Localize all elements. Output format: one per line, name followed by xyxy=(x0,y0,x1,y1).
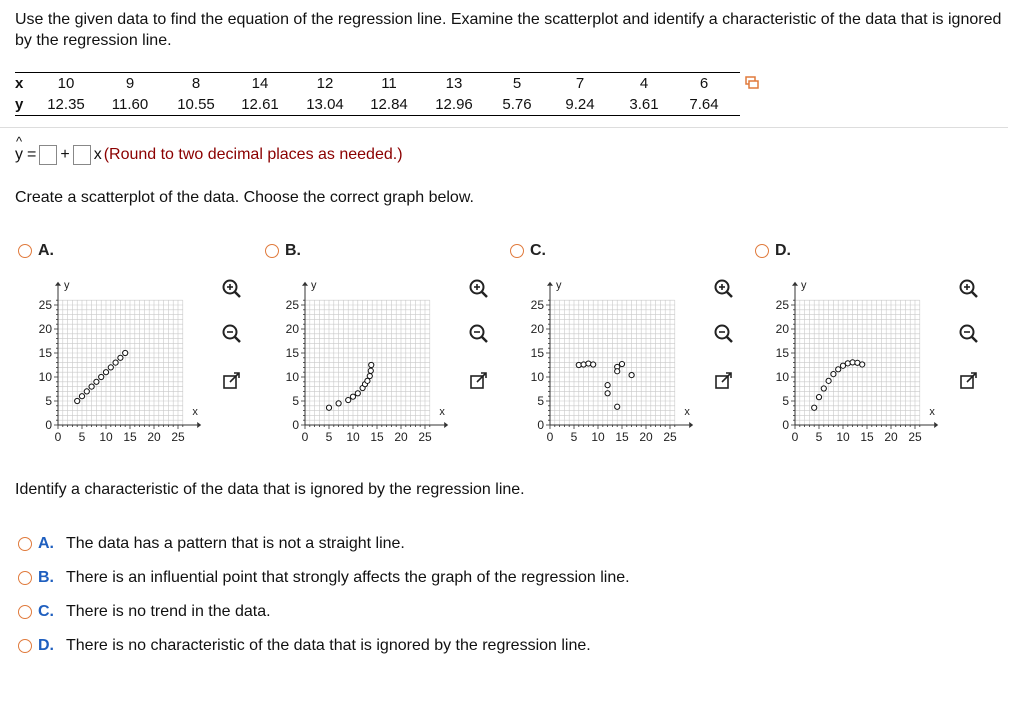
graph-instruction: Create a scatterplot of the data. Choose the correct graph below. xyxy=(15,189,474,206)
x-tick-label: 5 xyxy=(78,430,86,444)
x-cell: 9 xyxy=(125,75,135,92)
x-cell: 11 xyxy=(381,75,397,92)
x-cell: 6 xyxy=(699,75,709,92)
data-point xyxy=(836,367,841,372)
y-tick-label: 15 xyxy=(38,346,52,360)
popout-icon[interactable] xyxy=(713,371,735,393)
y-cell: 13.04 xyxy=(306,96,344,113)
x-cell: 8 xyxy=(191,75,201,92)
scatterplot-2 xyxy=(275,270,465,450)
data-point xyxy=(103,370,108,375)
x-tick-label: 15 xyxy=(123,430,137,444)
y-tick-label: 20 xyxy=(285,322,299,336)
y-tick-label: 15 xyxy=(775,346,789,360)
data-point xyxy=(123,350,128,355)
x-tick-label: 20 xyxy=(394,430,408,444)
x-tick-label: 10 xyxy=(591,430,605,444)
x-tick-label: 5 xyxy=(570,430,578,444)
y-axis-label: y xyxy=(556,279,562,292)
data-point xyxy=(84,389,89,394)
question2-prompt: Identify a characteristic of the data that is ignored by the regression line. xyxy=(15,481,525,498)
y-cell: 11.60 xyxy=(111,96,149,113)
x-axis-label: x xyxy=(929,406,935,418)
x-tick-label: 15 xyxy=(370,430,384,444)
y-cell: 12.61 xyxy=(241,96,279,113)
data-point xyxy=(615,369,620,374)
y-tick-label: 0 xyxy=(537,418,544,432)
x-tick-label: 15 xyxy=(615,430,629,444)
data-point xyxy=(79,394,84,399)
zoom-out-icon[interactable] xyxy=(713,323,735,345)
data-point xyxy=(619,361,624,366)
y-tick-label: 25 xyxy=(530,298,544,312)
y-tick-label: 20 xyxy=(775,322,789,336)
x-tick-label: 0 xyxy=(546,430,554,444)
x-tick-label: 10 xyxy=(346,430,360,444)
data-point xyxy=(367,373,372,378)
data-table xyxy=(15,72,740,116)
x-cell: 5 xyxy=(512,75,522,92)
rounding-note: (Round to two decimal places as needed.) xyxy=(103,146,403,163)
y-tick-label: 10 xyxy=(38,370,52,384)
data-point xyxy=(108,365,113,370)
y-tick-label: 15 xyxy=(530,346,544,360)
y-tick-label: 0 xyxy=(292,418,299,432)
data-point xyxy=(326,405,331,410)
data-point xyxy=(89,384,94,389)
data-point xyxy=(346,397,351,402)
question-prompt: Use the given data to find the equation of the regression line. Examine the scatterplot and identify a characteristic of the data that is ignored by the regression line. xyxy=(15,11,1002,49)
scatterplot-3 xyxy=(520,270,710,450)
answer-letter: C. xyxy=(38,603,54,620)
data-point xyxy=(591,362,596,367)
x-cell: 4 xyxy=(639,75,649,92)
answer-text: The data has a pattern that is not a straight line. xyxy=(66,535,405,552)
data-point xyxy=(118,355,123,360)
zoom-in-icon[interactable] xyxy=(958,278,980,300)
answer-letter: D. xyxy=(38,637,54,654)
data-point xyxy=(94,379,99,384)
graph-option-1[interactable] xyxy=(18,242,54,260)
x-cell: 7 xyxy=(575,75,585,92)
y-tick-label: 5 xyxy=(45,394,52,408)
data-point xyxy=(586,361,591,366)
answer-option-3[interactable] xyxy=(18,603,271,621)
data-point xyxy=(860,362,865,367)
y-tick-label: 25 xyxy=(775,298,789,312)
x-axis-label: x xyxy=(684,406,690,418)
popout-icon[interactable] xyxy=(468,371,490,393)
copy-data-icon[interactable] xyxy=(745,76,759,90)
x-tick-label: 10 xyxy=(836,430,850,444)
data-point xyxy=(605,383,610,388)
data-point xyxy=(821,386,826,391)
data-point xyxy=(355,391,360,396)
y-cell: 5.76 xyxy=(502,96,532,113)
data-point xyxy=(368,368,373,373)
option-letter: B. xyxy=(285,242,301,259)
y-tick-label: 5 xyxy=(782,394,789,408)
data-point xyxy=(605,391,610,396)
option-letter: C. xyxy=(530,242,546,259)
data-point xyxy=(581,362,586,367)
y-axis-label: y xyxy=(311,279,317,292)
y-tick-label: 5 xyxy=(537,394,544,408)
x-axis-label: x xyxy=(439,406,445,418)
graph-option-2[interactable] xyxy=(265,242,301,260)
data-point xyxy=(831,372,836,377)
data-point xyxy=(75,398,80,403)
scatterplot-4 xyxy=(765,270,955,450)
popout-icon[interactable] xyxy=(221,371,243,393)
x-tick-label: 5 xyxy=(325,430,333,444)
radio-button[interactable] xyxy=(755,244,769,258)
radio-button[interactable] xyxy=(18,537,32,551)
x-row-label: x xyxy=(15,75,24,92)
intercept-input[interactable] xyxy=(39,145,57,165)
slope-input[interactable] xyxy=(73,145,91,165)
x-tick-label: 20 xyxy=(884,430,898,444)
y-tick-label: 0 xyxy=(782,418,789,432)
y-cell: 3.61 xyxy=(629,96,659,113)
zoom-out-icon[interactable] xyxy=(221,323,243,345)
data-point xyxy=(845,361,850,366)
y-tick-label: 25 xyxy=(38,298,52,312)
x-tick-label: 25 xyxy=(171,430,185,444)
plus-sign: + xyxy=(60,146,70,163)
answer-text: There is no trend in the data. xyxy=(66,603,271,620)
data-point xyxy=(816,395,821,400)
zoom-in-icon[interactable] xyxy=(221,278,243,300)
x-tick-label: 25 xyxy=(908,430,922,444)
data-point xyxy=(350,394,355,399)
option-letter: A. xyxy=(38,242,54,259)
y-tick-label: 5 xyxy=(292,394,299,408)
x-tick-label: 0 xyxy=(791,430,799,444)
radio-button[interactable] xyxy=(18,244,32,258)
graph-option-3[interactable] xyxy=(510,242,546,260)
option-letter: D. xyxy=(775,242,791,259)
x-cell: 12 xyxy=(316,75,334,92)
x-cell: 13 xyxy=(445,75,463,92)
data-point xyxy=(113,360,118,365)
y-tick-label: 10 xyxy=(530,370,544,384)
y-cell: 9.24 xyxy=(565,96,595,113)
y-axis-label: y xyxy=(801,279,807,292)
data-point xyxy=(336,401,341,406)
table-row-y xyxy=(15,94,740,115)
x-tick-label: 10 xyxy=(99,430,113,444)
radio-button[interactable] xyxy=(18,639,32,653)
divider xyxy=(0,127,1008,128)
data-point xyxy=(629,372,634,377)
radio-button[interactable] xyxy=(18,605,32,619)
answer-option-2[interactable] xyxy=(18,569,630,587)
x-variable: x xyxy=(93,146,102,163)
zoom-in-icon[interactable] xyxy=(713,278,735,300)
y-hat: ^ y xyxy=(15,134,23,163)
x-tick-label: 0 xyxy=(301,430,309,444)
y-row-label: y xyxy=(15,96,24,113)
radio-button[interactable] xyxy=(265,244,279,258)
data-point xyxy=(615,404,620,409)
x-axis-label: x xyxy=(192,406,198,418)
x-tick-label: 25 xyxy=(663,430,677,444)
data-point xyxy=(812,405,817,410)
popout-icon[interactable] xyxy=(958,371,980,393)
regression-equation xyxy=(15,134,403,165)
data-point xyxy=(369,362,374,367)
x-cell: 10 xyxy=(57,75,75,92)
y-cell: 12.96 xyxy=(435,96,473,113)
answer-option-4[interactable] xyxy=(18,637,591,655)
y-axis-label: y xyxy=(64,279,70,292)
radio-button[interactable] xyxy=(510,244,524,258)
answer-letter: A. xyxy=(38,535,54,552)
y-cell: 12.84 xyxy=(370,96,408,113)
data-point xyxy=(826,378,831,383)
x-cell: 14 xyxy=(251,75,269,92)
x-tick-label: 20 xyxy=(147,430,161,444)
y-tick-label: 20 xyxy=(530,322,544,336)
y-tick-label: 10 xyxy=(775,370,789,384)
y-tick-label: 10 xyxy=(285,370,299,384)
zoom-in-icon[interactable] xyxy=(468,278,490,300)
y-tick-label: 15 xyxy=(285,346,299,360)
x-tick-label: 15 xyxy=(860,430,874,444)
answer-text: There is no characteristic of the data that is ignored by the regression line. xyxy=(66,637,591,654)
zoom-out-icon[interactable] xyxy=(468,323,490,345)
x-tick-label: 20 xyxy=(639,430,653,444)
answer-letter: B. xyxy=(38,569,54,586)
radio-button[interactable] xyxy=(18,571,32,585)
x-tick-label: 25 xyxy=(418,430,432,444)
data-point xyxy=(99,374,104,379)
answer-text: There is an influential point that strongly affects the graph of the regression line. xyxy=(66,569,630,586)
answer-option-1[interactable] xyxy=(18,535,405,553)
graph-option-4[interactable] xyxy=(755,242,791,260)
equals-sign: = xyxy=(27,146,37,163)
y-cell: 7.64 xyxy=(689,96,719,113)
scatterplot-1 xyxy=(28,270,218,450)
y-tick-label: 25 xyxy=(285,298,299,312)
x-tick-label: 5 xyxy=(815,430,823,444)
table-row-x xyxy=(15,73,740,94)
x-tick-label: 0 xyxy=(54,430,62,444)
zoom-out-icon[interactable] xyxy=(958,323,980,345)
y-cell: 12.35 xyxy=(47,96,85,113)
y-tick-label: 20 xyxy=(38,322,52,336)
y-cell: 10.55 xyxy=(177,96,215,113)
y-tick-label: 0 xyxy=(45,418,52,432)
